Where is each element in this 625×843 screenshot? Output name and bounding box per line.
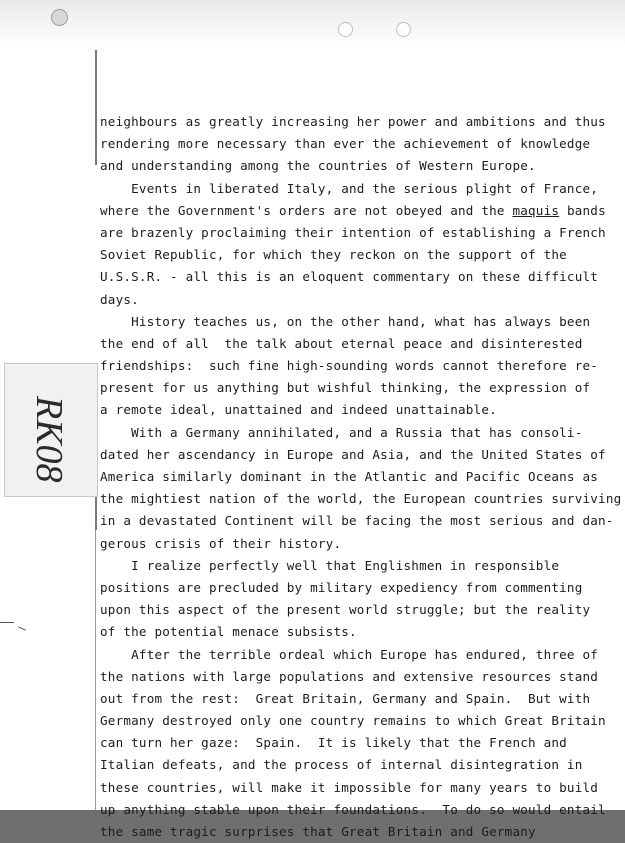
text-line: With a Germany annihilated, and a Russia that has consoli- [100,424,583,440]
text-line: the same tragic surprises that Great Britain and Germany [100,824,536,839]
text-line: History teaches us, on the other hand, what has always been [100,313,591,329]
text-line: positions are precluded by military expediency from commenting [100,579,583,595]
text-line: where the Government's orders are not obeyed and the maquis bands [100,202,606,218]
text-line: the mightiest nation of the world, the European countries surviving [100,491,622,507]
text-line: Germany destroyed only one country remains to which Great Britain [100,713,606,729]
text-line: can turn her gaze: Spain. It is likely that the French and [100,735,567,751]
text-line: U.S.S.R. - all this is an eloquent commentary on these difficult [100,269,599,285]
scanner-edge-shadow [0,0,625,50]
text-line: days. [100,291,139,307]
text-line: these countries, will make it impossible for many years to build [100,779,599,795]
text-line: the nations with large populations and extensive resources stand [100,668,599,684]
text-line: upon this aspect of the present world struggle; but the reality [100,602,591,618]
text-line: Italian defeats, and the process of internal disintegration in [100,757,583,773]
text-line: Events in liberated Italy, and the serious plight of France, [100,180,599,196]
text-line: a remote ideal, unattained and indeed unattainable. [100,402,497,418]
text-line: up anything stable upon their foundations. To do so would entail [100,801,606,817]
punch-hole-icon [396,22,411,37]
text-line: gerous crisis of their history. [100,535,342,551]
text-line: rendering more necessary than ever the achievement of knowledge [100,136,591,152]
margin-tick-mark [18,626,26,630]
text-line: dated her ascendancy in Europe and Asia, and the United States of [100,446,606,462]
text-line: present for us anything but wishful thinking, the expression of [100,380,591,396]
text-line: and understanding among the countries of Western Europe. [100,158,536,174]
text-line: Soviet Republic, for which they reckon on the support of the [100,247,567,263]
text-line: friendships: such fine high-sounding words cannot therefore re- [100,358,599,374]
margin-tick-mark [0,622,14,623]
page-edge-line [95,530,96,810]
margin-handwritten-note: RK08 [28,396,70,483]
text-line: I realize perfectly well that Englishmen in responsible [100,557,560,573]
page-edge-line [95,50,97,165]
document-body-text [100,111,620,843]
punch-hole-icon [51,9,68,26]
text-line: out from the rest: Great Britain, Germany and Spain. But with [100,690,591,706]
text-line: are brazenly proclaiming their intention of establishing a French [100,224,606,240]
text-line: neighbours as greatly increasing her power and ambitions and thus [100,114,606,129]
text-line: After the terrible ordeal which Europe has endured, three of [100,646,599,662]
text-line: in a devastated Continent will be facing the most serious and dan- [100,513,614,529]
text-line: the end of all the talk about eternal peace and disinterested [100,335,583,351]
text-line: America similarly dominant in the Atlantic and Pacific Oceans as [100,469,599,484]
punch-hole-icon [338,22,353,37]
text-line: of the potential menace subsists. [100,624,357,640]
